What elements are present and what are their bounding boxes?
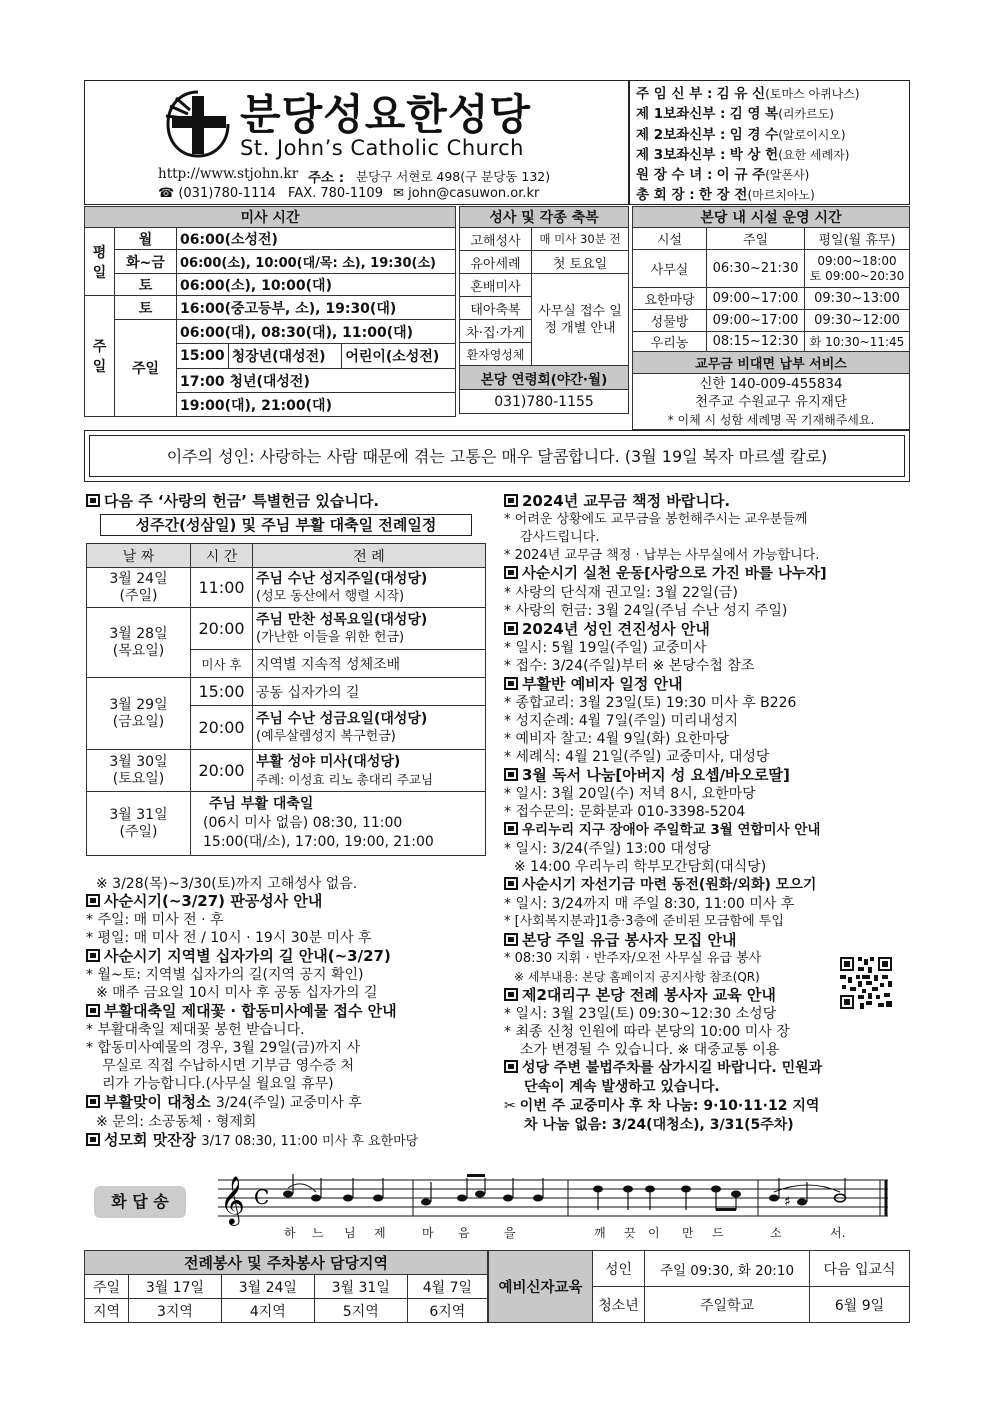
table-cell: 청소년 — [593, 1287, 645, 1323]
text: 한 장 전 — [698, 187, 748, 204]
table-cell: 혼배미사 — [460, 274, 532, 297]
table-cell — [253, 568, 486, 608]
text: 주님 수난 성지주일(대성당) — [256, 570, 428, 587]
text: (알폰사) — [765, 168, 810, 183]
notice-icon — [504, 822, 518, 835]
text: 소 — [770, 1226, 782, 1240]
table-cell: 지역별 지속적 성체조배 — [253, 650, 486, 678]
table-cell: 5지역 — [314, 1299, 407, 1323]
list-item: * [사회복지분과]1층·3층에 준비된 모금함에 투입 — [504, 914, 784, 929]
notice-icon — [504, 933, 518, 946]
table-cell: 화 10:30~11:45 — [805, 332, 910, 352]
section-title — [504, 1097, 910, 1116]
text: 15:00(대/소), 17:00, 19:00, 21:00 — [203, 834, 434, 850]
table-cell: 전례봉사 및 주차봉사 담당지역 — [85, 1251, 488, 1275]
notice-icon — [86, 949, 100, 962]
notice-icon — [504, 622, 518, 635]
no-confession-note: ※ 3/28(목)~3/30(토)까지 고해성사 없음. — [96, 876, 358, 892]
list-item: * 접수문의: 문화분과 010-3398-5204 — [504, 804, 746, 820]
text: (주일) — [119, 587, 158, 604]
weekday-label: 평일 — [85, 228, 115, 296]
list-item: * 2024년 교무금 책정 · 납부는 사무실에서 가능합니다. — [504, 548, 820, 563]
list-item: * 일시: 3/24까지 매 주일 8:30, 11:00 미사 후 — [504, 896, 795, 912]
list-item: * 접수: 3/24(주일)부터 ※ 본당수첩 참조 — [504, 658, 755, 674]
list-item: ※ 14:00 우리누리 학부모간담회(대식당) — [514, 859, 767, 875]
table-cell: 성물방 — [633, 310, 707, 332]
table-cell: 미사 후 — [191, 650, 253, 678]
qr-code-icon[interactable] — [838, 955, 894, 1011]
clergy-list — [636, 82, 908, 204]
phone-line — [158, 186, 539, 201]
table-cell: 6지역 — [407, 1299, 487, 1323]
table-cell: 3지역 — [129, 1299, 222, 1323]
email-link[interactable]: john@casuwon.or.kr — [408, 186, 540, 201]
mass-time: 06:00(소성전) — [177, 228, 456, 250]
text: (금요일) — [112, 713, 165, 730]
mass-time: 16:00(중고등부, 소), 19:30(대) — [177, 296, 456, 320]
text: 천주교 수원교구 유지재단 — [694, 393, 848, 410]
table-cell: 031)780-1155 — [460, 390, 629, 414]
table-cell: 4월 7일 — [407, 1275, 487, 1299]
notice-icon — [86, 494, 100, 507]
text: 부활맞이 대청소 — [104, 1093, 211, 1111]
notice-icon — [504, 1060, 518, 1073]
section-title — [504, 876, 910, 895]
table-cell: 매 미사 30분 전 — [532, 228, 629, 251]
table-cell: 예비신자교육 — [489, 1251, 593, 1323]
table-cell: 09:30~12:00 — [805, 310, 910, 332]
text: 2024년 성인 견진성사 안내 — [522, 620, 710, 638]
list-item: * 부활대축일 제대꽃 봉헌 받습니다. — [86, 1022, 305, 1038]
text: 신한 140-009-455834 — [699, 375, 843, 392]
table-cell: 4지역 — [221, 1299, 314, 1323]
table-cell — [253, 706, 486, 750]
list-item: * 일시: 3월 20일(수) 저녁 8시, 요한마당 — [504, 786, 756, 802]
text: 토 09:00~20:30 — [809, 268, 905, 283]
clergy-row — [636, 102, 908, 122]
psalm-label: 화 답 송 — [94, 1186, 186, 1218]
table-cell: 공동 십자가의 길 — [253, 678, 486, 706]
fax: FAX. 780-1109 — [288, 186, 383, 201]
text: 끗 — [624, 1226, 636, 1240]
section-title — [504, 675, 910, 694]
website-link[interactable]: http://www.stjohn.kr — [158, 166, 299, 182]
list-item: ※ 매주 금요일 10시 미사 후 공동 십자가의 길 — [96, 985, 378, 1001]
svg-text:C: C — [254, 1185, 270, 1209]
text: 3월 독서 나눔[아버지 성 요셉/바오로딸] — [522, 766, 790, 784]
table-cell: 15:00 — [177, 344, 228, 368]
holy-week-title — [100, 514, 472, 536]
text: 박 상 헌 — [729, 146, 779, 163]
list-item: * 세례식: 4월 21일(주일) 교중미사, 대성당 — [504, 749, 770, 765]
phone-icon: ☎ — [158, 186, 175, 201]
table-cell: 3월 17일 — [129, 1275, 222, 1299]
notice-icon — [86, 1133, 100, 1146]
section-title — [504, 766, 910, 785]
text: 님 — [344, 1226, 356, 1240]
catechumen-table — [488, 1250, 910, 1323]
text: 원 장 수 녀 : — [636, 167, 713, 184]
text: 총 회 장 : — [636, 187, 695, 204]
text: (예루살렘성지 복구헌금) — [256, 728, 396, 744]
address: 분당구 서현로 498(구 분당동 132) — [356, 169, 551, 184]
text: 성주간(성삼일) 및 주님 부활 대축일 전례일정 — [135, 516, 437, 534]
list-item: * 성지순례: 4월 7일(주일) 미리내성지 — [504, 713, 739, 729]
text: 부활대축일 제대꽃 · 합동미사예물 접수 안내 — [104, 1002, 397, 1020]
table-cell — [177, 344, 456, 369]
table-cell: 06:30~21:30 — [707, 250, 805, 288]
table-cell: 20:00 — [191, 706, 253, 750]
table-cell: 요한마당 — [633, 288, 707, 310]
text: 3/24(주일) 교중미사 후 — [215, 1095, 362, 1111]
text: (토마스 아퀴나스) — [765, 87, 860, 101]
table-cell: 본당 내 시설 운영 시간 — [633, 207, 910, 228]
table-cell — [633, 374, 910, 430]
section-title — [504, 492, 910, 511]
section-title — [504, 1059, 910, 1078]
text: 사순시기 자선기금 마련 동전(원화/외화) 모으기 — [522, 877, 817, 893]
table-cell: 08:15~12:30 — [707, 332, 805, 352]
mass-time: 06:00(대), 08:30(대), 11:00(대) — [177, 320, 456, 344]
section-title — [86, 1002, 486, 1021]
table-cell: 교무금 비대면 납부 서비스 — [633, 352, 910, 374]
table-cell: 환자영성체 — [460, 343, 532, 366]
list-item: 리가 가능합니다.(사무실 월요일 휴무) — [102, 1076, 334, 1092]
table-cell: 09:30~13:00 — [805, 288, 910, 310]
section-title — [86, 892, 486, 911]
notice-icon — [86, 1004, 100, 1017]
table-cell: 토 — [115, 296, 177, 320]
table-cell: 평일(월 휴무) — [805, 228, 910, 250]
table-cell: 시 간 — [191, 544, 253, 568]
table-cell: 월 — [115, 228, 177, 250]
text: 이 — [648, 1226, 660, 1240]
table-cell: 주일 09:30, 화 20:10 — [645, 1251, 810, 1287]
mass-table — [84, 206, 456, 417]
mass-time: 06:00(소), 10:00(대) — [177, 274, 456, 296]
sunday-label: 주일 — [85, 296, 115, 417]
table-cell: 20:00 — [191, 750, 253, 792]
text: 김 유 신 — [716, 86, 766, 102]
list-item: * 어려운 상황에도 교무금을 봉헌해주시는 교우분들께 — [504, 512, 808, 527]
section-title — [86, 947, 486, 966]
text: 드 — [712, 1226, 724, 1240]
mass-time: 19:00(대), 21:00(대) — [177, 393, 456, 417]
text: (마르치아노) — [747, 188, 815, 203]
text: 제2대리구 본당 전례 봉사자 교육 안내 — [522, 986, 776, 1004]
table-cell: 주일 — [85, 1275, 129, 1299]
section-title — [504, 821, 910, 840]
text: 하 — [284, 1226, 296, 1240]
list-item: 무실로 직접 수납하시면 기부금 영수증 처 — [102, 1058, 355, 1074]
section-title-cont: 차 나눔 없음: 3/24(대청소), 3/31(5주차) — [524, 1117, 794, 1133]
table-cell: 고해성사 — [460, 228, 532, 251]
clergy-row — [636, 123, 908, 143]
text: 느 — [312, 1226, 324, 1240]
table-cell: 주일 — [707, 228, 805, 250]
table-cell: 어린이(소성전) — [345, 349, 440, 365]
notice-icon — [504, 494, 518, 507]
text: 이번 주 교중미사 후 차 나눔: 9·10·11·12 지역 — [519, 1098, 820, 1114]
table-cell — [87, 568, 191, 608]
text: 임 경 수 — [729, 126, 779, 143]
text: 서. — [830, 1226, 846, 1240]
text: 제 3보좌신부 : — [636, 146, 726, 163]
svg-text:♯: ♯ — [784, 1194, 791, 1210]
text: 3월 31일 — [109, 806, 168, 823]
table-cell: 09:00~17:00 — [707, 310, 805, 332]
text: 마 — [422, 1226, 434, 1240]
text: 음 — [458, 1226, 470, 1240]
text: 사순시기 지역별 십자가의 길 안내(~3/27) — [104, 947, 391, 965]
mass-time: 17:00 청년(대성전) — [177, 369, 456, 393]
church-logo-icon — [162, 88, 234, 160]
text: 주님 수난 성금요일(대성당) — [256, 710, 428, 727]
table-cell: 15:00 — [191, 678, 253, 706]
text: (06시 미사 없음) 08:30, 11:00 — [203, 815, 403, 831]
table-cell: 사무실 접수 일정 개별 안내 — [532, 274, 629, 366]
section-title — [504, 565, 910, 584]
section-title — [86, 1131, 486, 1151]
table-cell — [253, 750, 486, 792]
text: 제 1보좌신부 : — [636, 106, 726, 123]
church-name: 분당성요한성당 — [240, 90, 532, 139]
left-notices — [86, 892, 486, 1151]
section-title-cont: 단속이 계속 발생하고 있습니다. — [524, 1079, 720, 1095]
text: 우리누리 지구 장애아 주일학교 3월 연합미사 안내 — [522, 822, 821, 838]
text: 3월 29일 — [109, 696, 168, 713]
text: 3월 28일 — [109, 625, 168, 642]
table-cell: 화~금 — [115, 250, 177, 274]
text: 주님 부활 대축일 — [209, 796, 314, 812]
table-cell — [805, 250, 910, 288]
mass-time: 06:00(소), 10:00(대/목: 소), 19:30(소) — [177, 250, 456, 274]
clergy-row — [636, 163, 908, 183]
table-cell — [253, 608, 486, 650]
text: (리카르도) — [778, 107, 834, 122]
list-item: * 사랑의 단식재 권고일: 3월 22일(금) — [504, 585, 738, 601]
list-item: * 평일: 매 미사 전 / 10시 · 19시 30분 미사 후 — [86, 930, 372, 946]
notice-icon — [504, 988, 518, 1001]
church-name-en: St. John’s Catholic Church — [240, 136, 524, 160]
table-cell: 성사 및 각종 축복 — [460, 207, 629, 228]
list-item: 감사드립니다. — [520, 530, 600, 545]
notice-icon — [504, 566, 518, 579]
list-item: * 사랑의 헌금: 3월 24일(주님 수난 성지 주일) — [504, 603, 788, 619]
text: 을 — [504, 1226, 516, 1240]
table-cell — [87, 792, 191, 856]
clergy-row — [636, 143, 908, 163]
table-cell: 3월 31일 — [314, 1275, 407, 1299]
text: 주 임 신 부 : — [636, 86, 713, 102]
mail-icon: ✉ — [393, 186, 405, 201]
text: (알로이시오) — [778, 127, 846, 142]
text: 깨 — [594, 1226, 606, 1240]
text: (가난한 이들을 위한 헌금) — [256, 629, 405, 645]
special-offering-title — [86, 492, 379, 511]
text: 주님 만찬 성목요일(대성당) — [256, 611, 428, 628]
text: 3월 30일 — [109, 753, 168, 770]
table-cell — [87, 750, 191, 792]
text: 다음 주 ‘사랑의 헌금’ 특별헌금 있습니다. — [104, 492, 380, 510]
list-item: * 주일: 매 미사 전 · 후 — [86, 912, 224, 928]
table-cell: 지역 — [85, 1299, 129, 1323]
notice-icon — [504, 677, 518, 690]
table-cell — [191, 792, 486, 856]
text: 만 — [682, 1226, 694, 1240]
table-cell: 유아세례 — [460, 251, 532, 274]
text: 제 2보좌신부 : — [636, 126, 726, 143]
list-item: * 일시: 3월 23일(토) 09:30~12:30 소성당 — [504, 1006, 777, 1022]
table-cell: 6월 9일 — [810, 1287, 910, 1323]
mass-title: 미사 시간 — [85, 207, 456, 228]
list-item: * 월~토: 지역별 십자가의 길(지역 공지 확인) — [86, 967, 364, 983]
table-cell: 청장년(대성전) — [228, 344, 342, 368]
list-item: * 합동미사예물의 경우, 3월 29일(금)까지 사 — [86, 1040, 361, 1056]
notice-icon — [86, 1095, 100, 1108]
section-title — [504, 620, 910, 639]
text: 제 — [374, 1226, 386, 1240]
section-title — [504, 931, 910, 950]
list-item: ※ 문의: 소공동체 · 형제회 — [96, 1114, 257, 1130]
list-item: * 예비자 찰고: 4월 9일(화) 요한마당 — [504, 731, 729, 747]
clergy-row — [636, 82, 908, 102]
text: 부활반 예비자 일정 안내 — [522, 675, 683, 693]
table-cell: 09:00~17:00 — [707, 288, 805, 310]
table-cell: 시설 — [633, 228, 707, 250]
clergy-row — [636, 183, 908, 203]
list-item: * 종합교리: 3월 23일(토) 19:30 미사 후 B226 — [504, 695, 797, 711]
sacrament-table — [459, 206, 629, 414]
text: 사순시기 실천 운동[사랑으로 가진 바를 나누자] — [522, 566, 827, 582]
table-cell: 본당 연령회(야간·월) — [460, 366, 629, 390]
table-cell — [87, 608, 191, 678]
table-cell: 20:00 — [191, 608, 253, 650]
table-cell: 사무실 — [633, 250, 707, 288]
text: 성당 주변 불법주차를 삼가시길 바랍니다. 민원과 — [522, 1060, 823, 1076]
psalm-staff — [218, 1170, 890, 1228]
table-cell: 주일 — [115, 320, 177, 417]
list-item: * 08:30 지휘 · 반주자/오전 사무실 유급 봉사 — [504, 951, 762, 966]
text: (요한 세례자) — [778, 147, 850, 162]
scissors-icon: ✂ — [504, 1098, 516, 1114]
notice-icon — [504, 877, 518, 890]
list-item: * 최종 신청 인원에 따라 본당의 10:00 미사 장 — [504, 1024, 790, 1040]
saint-quote: 이주의 성인: 사랑하는 사람 때문에 겪는 고통은 매우 달콤합니다. (3월 19일 복자 마르셀 칼로) — [89, 435, 905, 477]
text: (목요일) — [112, 642, 165, 659]
table-cell: 차·집·가게 — [460, 320, 532, 343]
table-cell — [87, 678, 191, 750]
text: (주일) — [119, 823, 158, 840]
table-cell: 성인 — [593, 1251, 645, 1287]
text: 사순시기(~3/27) 판공성사 안내 — [104, 892, 323, 910]
list-item: * 일시: 5월 19일(주일) 교중미사 — [504, 640, 707, 656]
right-notices — [504, 492, 910, 1135]
text: (성모 동산에서 행렬 시작) — [256, 588, 405, 604]
text: 09:00~18:00 — [817, 253, 897, 268]
list-item: ※ 세부내용: 본당 홈페이지 공지사항 참조(QR) — [514, 970, 760, 984]
text: 2024년 교무금 책정 바랍니다. — [522, 492, 731, 510]
text: 이 규 주 — [716, 167, 766, 184]
list-item: 소가 변경될 수 있습니다. ※ 대중교통 이용 — [520, 1042, 780, 1058]
table-cell: 토 — [115, 274, 177, 296]
saint-quote-box — [84, 430, 910, 482]
text: 김 영 복 — [729, 106, 779, 123]
address-label: 주소 : — [308, 170, 345, 186]
holy-week-schedule — [86, 543, 486, 856]
facility-table — [632, 206, 910, 430]
table-cell: 날 짜 — [87, 544, 191, 568]
section-title — [86, 1093, 486, 1113]
table-cell: 주일학교 — [645, 1287, 810, 1323]
phone: (031)780-1114 — [178, 186, 276, 201]
service-table — [84, 1250, 488, 1323]
text: 3월 24일 — [109, 570, 168, 587]
text: 본당 주일 유급 봉사자 모집 안내 — [522, 931, 737, 949]
table-cell: 11:00 — [191, 568, 253, 608]
notice-icon — [504, 768, 518, 781]
text: 3/17 08:30, 11:00 미사 후 요한마당 — [201, 1134, 419, 1149]
table-cell: 3월 24일 — [221, 1275, 314, 1299]
text: 부활 성야 미사(대성당) — [256, 753, 401, 770]
table-cell: 다음 입교식 — [810, 1251, 910, 1287]
table-cell: 태아축복 — [460, 297, 532, 320]
table-cell: 첫 토요일 — [532, 251, 629, 274]
text: 주례: 이성효 리노 총대리 주교님 — [256, 771, 434, 787]
clergy-divider — [628, 80, 630, 205]
text: (토요일) — [112, 770, 165, 787]
table-cell: 전 례 — [253, 544, 486, 568]
text: * 이체 시 성함 세례명 꼭 기재해주세요. — [667, 412, 875, 427]
psalm-lyrics — [218, 1224, 890, 1240]
table-cell: 우리농 — [633, 332, 707, 352]
text: 성모회 맛잔장 — [104, 1131, 197, 1149]
list-item: * 일시: 3/24(주일) 13:00 대성당 — [504, 841, 711, 857]
notice-icon — [86, 894, 100, 907]
svg-text:𝄞: 𝄞 — [220, 1175, 245, 1224]
